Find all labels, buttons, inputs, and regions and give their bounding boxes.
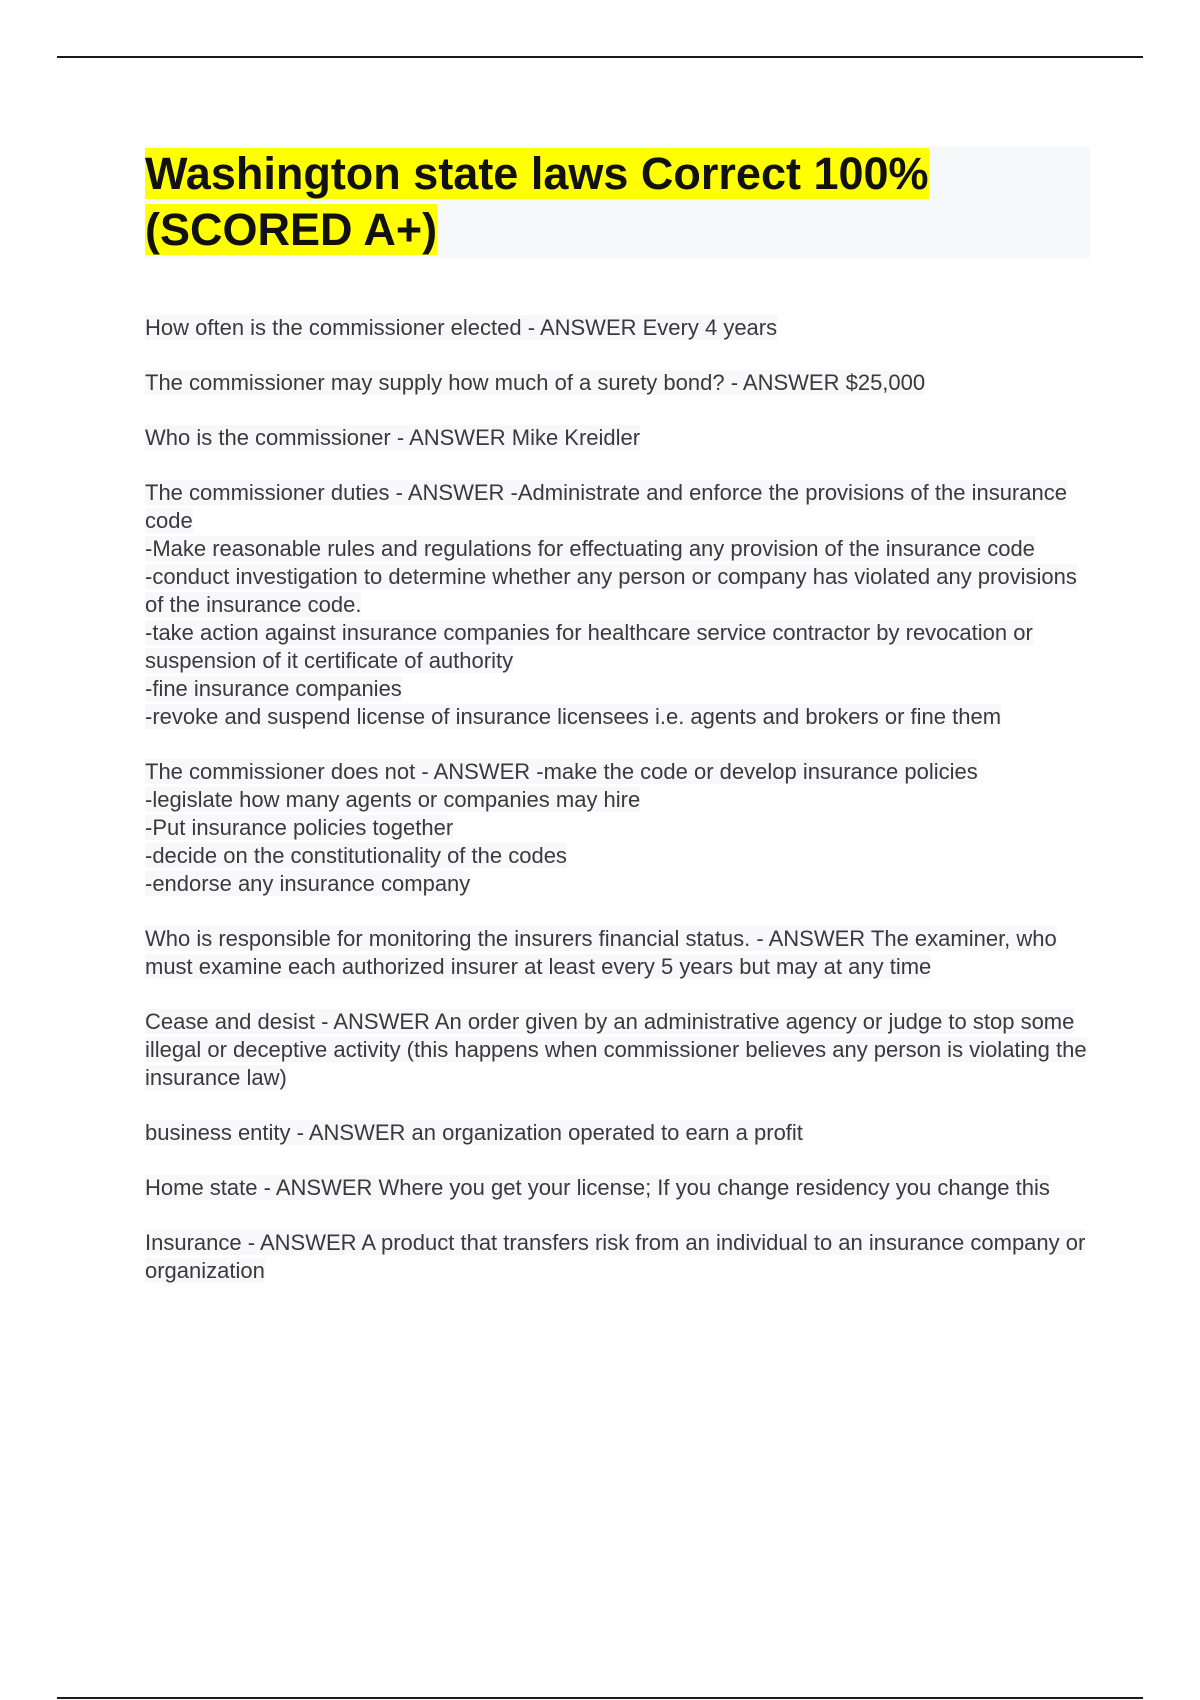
qa-item	[145, 1008, 1090, 1092]
qa-item-text: Insurance - ANSWER A product that transfers risk from an individual to an insurance company or organization	[145, 1230, 1086, 1283]
qa-list	[145, 314, 1090, 1285]
document-title	[145, 146, 1090, 258]
title-block	[145, 146, 1090, 258]
qa-item	[145, 758, 1090, 898]
qa-item-text: Who is responsible for monitoring the insurers financial status. - ANSWER The examiner, who must examine each authorized insurer at least every 5 years but may at any time	[145, 926, 1057, 979]
qa-item	[145, 314, 1090, 342]
qa-item	[145, 925, 1090, 981]
qa-item-text: The commissioner does not - ANSWER -make the code or develop insurance policies -legislate how many agents or companies may hire -Put insurance policies together -decide on the constitutionality of the codes -endorse any insurance company	[145, 759, 978, 896]
top-rule	[57, 56, 1143, 58]
qa-item-text: The commissioner duties - ANSWER -Administrate and enforce the provisions of the insurance code -Make reasonable rules and regulations for effectuating any provision of the insurance code -conduct investigation to determine whether any person or company has violated any provisions of the insurance code. -take action against insurance companies for healthcare service contractor by revocation or suspension of it certificate of authority -fine insurance companies -revoke and suspend license of insurance licensees i.e. agents and brokers or fine them	[145, 480, 1077, 729]
qa-item	[145, 1229, 1090, 1285]
qa-item-text: Home state - ANSWER Where you get your license; If you change residency you change this	[145, 1175, 1050, 1200]
qa-item-text: Who is the commissioner - ANSWER Mike Kreidler	[145, 425, 641, 450]
qa-item	[145, 369, 1090, 397]
qa-item-text: How often is the commissioner elected - ANSWER Every 4 years	[145, 315, 778, 340]
qa-item-text: business entity - ANSWER an organization operated to earn a profit	[145, 1120, 803, 1145]
qa-item-text: Cease and desist - ANSWER An order given by an administrative agency or judge to stop some illegal or deceptive activity (this happens when commissioner believes any person is violating the insurance law)	[145, 1009, 1087, 1090]
qa-item	[145, 424, 1090, 452]
document-body	[145, 146, 1090, 1312]
bottom-rule	[57, 1697, 1143, 1699]
qa-item	[145, 1174, 1090, 1202]
qa-item	[145, 1119, 1090, 1147]
qa-item	[145, 479, 1090, 731]
qa-item-text: The commissioner may supply how much of a surety bond? - ANSWER $25,000	[145, 370, 926, 395]
title-highlight: Washington state laws Correct 100% (SCORED A+)	[145, 148, 929, 255]
